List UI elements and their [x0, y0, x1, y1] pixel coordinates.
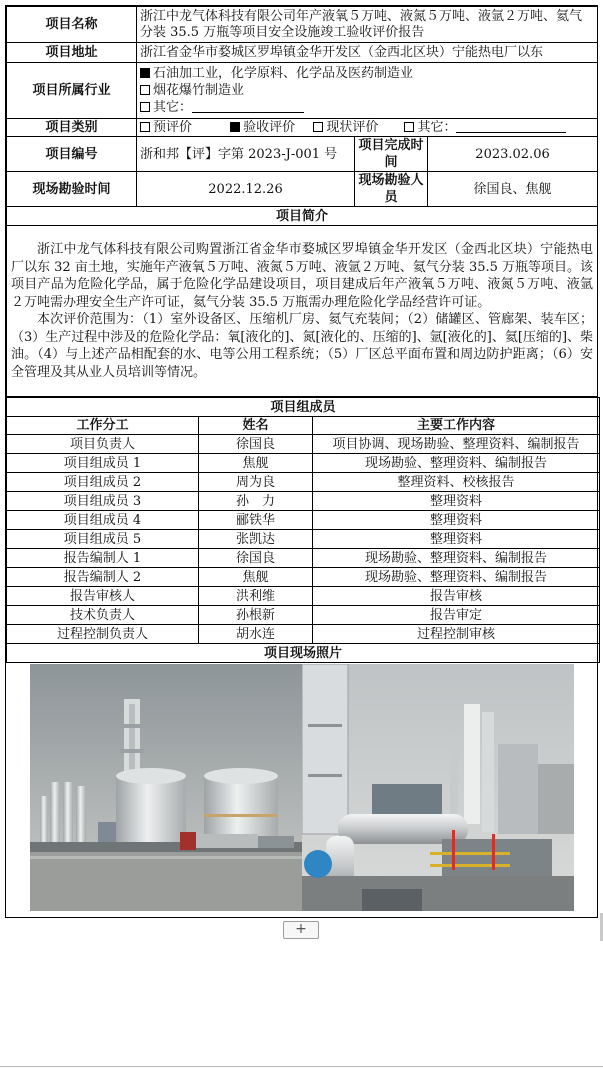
industry-option-other: 其它：	[140, 99, 594, 116]
column-header: 主要工作内容	[313, 417, 600, 435]
project-address-label: 项目地址	[7, 43, 137, 63]
table-row	[7, 549, 600, 568]
name-cell: 孙 力	[199, 492, 313, 511]
duty-cell: 报告审核	[313, 587, 600, 606]
table-row	[7, 587, 600, 606]
unchecked-box-icon	[140, 85, 150, 95]
intro-paragraph-2: 本次评价范围为：（1）室外设备区、压缩机厂房、氦气充装间；（2）储罐区、管廊架、装车区；（3）生产过程中涉及的危险化学品：氧[液化的]、氮[液化的、压缩的]、氩[液化的]、氦[压缩的]、柴油。（4）与上述产品相配套的水、电等公用工程系统；（5）厂区总平面布置和周边防护距离；（6）安全管理及其从业人员培训等情况。	[11, 312, 594, 380]
table-row	[7, 454, 600, 473]
report-sheet	[5, 5, 598, 918]
site-photo-process-equipment	[302, 664, 574, 911]
table-row	[7, 511, 600, 530]
surveyors-label: 现场勘验人员	[355, 172, 428, 207]
type-option-pre-evaluation: 预评价	[140, 120, 192, 135]
table-row	[7, 606, 600, 625]
project-type-label: 项目类别	[7, 119, 137, 137]
role-cell: 项目负责人	[7, 435, 199, 454]
unchecked-box-icon	[140, 122, 150, 132]
table-row	[7, 530, 600, 549]
table-row	[7, 625, 600, 644]
project-type-options	[137, 119, 598, 137]
unchecked-box-icon	[404, 122, 414, 132]
name-cell: 徐国良	[199, 549, 313, 568]
page-bottom-divider	[0, 1066, 603, 1067]
checked-box-icon	[230, 122, 240, 132]
project-number-value: 浙和邦【评】字第 2023-J-001 号	[137, 137, 355, 172]
duty-cell: 整理资料	[313, 511, 600, 530]
checked-box-icon	[140, 68, 150, 78]
table-row	[7, 492, 600, 511]
name-cell: 胡水连	[199, 625, 313, 644]
type-option-other: 其它：	[404, 120, 566, 135]
duty-cell: 整理资料	[313, 492, 600, 511]
intro-heading: 项目简介	[7, 207, 598, 226]
expand-button[interactable]: +	[283, 921, 319, 939]
site-photos	[6, 663, 597, 949]
duty-cell: 过程控制审核	[313, 625, 600, 644]
duty-cell: 报告审定	[313, 606, 600, 625]
duty-cell: 现场勘验、整理资料、编制报告	[313, 549, 600, 568]
intro-body	[7, 226, 598, 397]
column-header: 工作分工	[7, 417, 199, 435]
role-cell: 技术负责人	[7, 606, 199, 625]
name-cell: 周为良	[199, 473, 313, 492]
name-cell: 焦舰	[199, 454, 313, 473]
role-cell: 报告审核人	[7, 587, 199, 606]
unchecked-box-icon	[313, 122, 323, 132]
type-option-status: 现状评价	[313, 120, 378, 135]
intro-paragraph-1: 浙江中龙气体科技有限公司购置浙江省金华市婺城区罗埠镇金华开发区（金西北区块）宁能热电厂以东 32 亩土地，实施年产液氧５万吨、液氮５万吨、液氩２万吨、氦气分装 35.5 万瓶等项目。该项目产品为危险化学品，属于危险化学品建设项目，项目建成后年产液氧５万吨、液氮５万吨、液氩２万吨需办理安全生产许可证，氦气分装 35.5 万瓶需办理危险化学品经营许可证。	[11, 242, 594, 310]
team-heading: 项目组成员	[7, 398, 600, 417]
role-cell: 项目组成员 5	[7, 530, 199, 549]
column-header: 姓名	[199, 417, 313, 435]
type-option-acceptance: 验收评价	[230, 120, 295, 135]
name-cell: 焦舰	[199, 568, 313, 587]
project-industry-label: 项目所属行业	[7, 63, 137, 119]
duty-cell: 现场勘验、整理资料、编制报告	[313, 454, 600, 473]
duty-cell: 现场勘验、整理资料、编制报告	[313, 568, 600, 587]
project-address-value: 浙江省金华市婺城区罗埠镇金华开发区（金西北区块）宁能热电厂以东	[137, 43, 598, 63]
survey-time-label: 现场勘验时间	[7, 172, 137, 207]
finish-time-label: 项目完成时间	[355, 137, 428, 172]
table-row	[7, 568, 600, 587]
survey-time-value: 2022.12.26	[137, 172, 355, 207]
unchecked-box-icon	[140, 102, 150, 112]
name-cell: 徐国良	[199, 435, 313, 454]
blank-underline	[456, 120, 566, 133]
role-cell: 项目组成员 3	[7, 492, 199, 511]
table-row	[7, 473, 600, 492]
role-cell: 报告编制人 2	[7, 568, 199, 587]
team-table	[6, 397, 600, 663]
site-photo-storage-tanks	[30, 664, 302, 911]
duty-cell: 整理资料、校核报告	[313, 473, 600, 492]
industry-option-petrochem: 石油加工业，化学原料、化学品及医药制造业	[140, 65, 594, 82]
finish-time-value: 2023.02.06	[428, 137, 598, 172]
name-cell: 郦铁华	[199, 511, 313, 530]
project-number-label: 项目编号	[7, 137, 137, 172]
surveyors-value: 徐国良、焦舰	[428, 172, 598, 207]
project-industry-options	[137, 63, 598, 119]
blank-underline	[192, 100, 304, 113]
name-cell: 张凯达	[199, 530, 313, 549]
name-cell: 洪利维	[199, 587, 313, 606]
duty-cell: 项目协调、现场勘验、整理资料、编制报告	[313, 435, 600, 454]
name-cell: 孙根新	[199, 606, 313, 625]
project-name-label: 项目名称	[7, 7, 137, 43]
role-cell: 项目组成员 1	[7, 454, 199, 473]
role-cell: 项目组成员 4	[7, 511, 199, 530]
table-row	[7, 435, 600, 454]
duty-cell: 整理资料	[313, 530, 600, 549]
photos-heading: 项目现场照片	[7, 644, 600, 663]
project-name-value: 浙江中龙气体科技有限公司年产液氧５万吨、液氮５万吨、液氩２万吨、氦气分装 35.5 万瓶等项目安全设施竣工验收评价报告	[137, 7, 598, 43]
project-info-table	[6, 6, 598, 397]
role-cell: 过程控制负责人	[7, 625, 199, 644]
industry-option-fireworks: 烟花爆竹制造业	[140, 82, 594, 99]
role-cell: 项目组成员 2	[7, 473, 199, 492]
team-header-row	[7, 417, 600, 435]
role-cell: 报告编制人 1	[7, 549, 199, 568]
